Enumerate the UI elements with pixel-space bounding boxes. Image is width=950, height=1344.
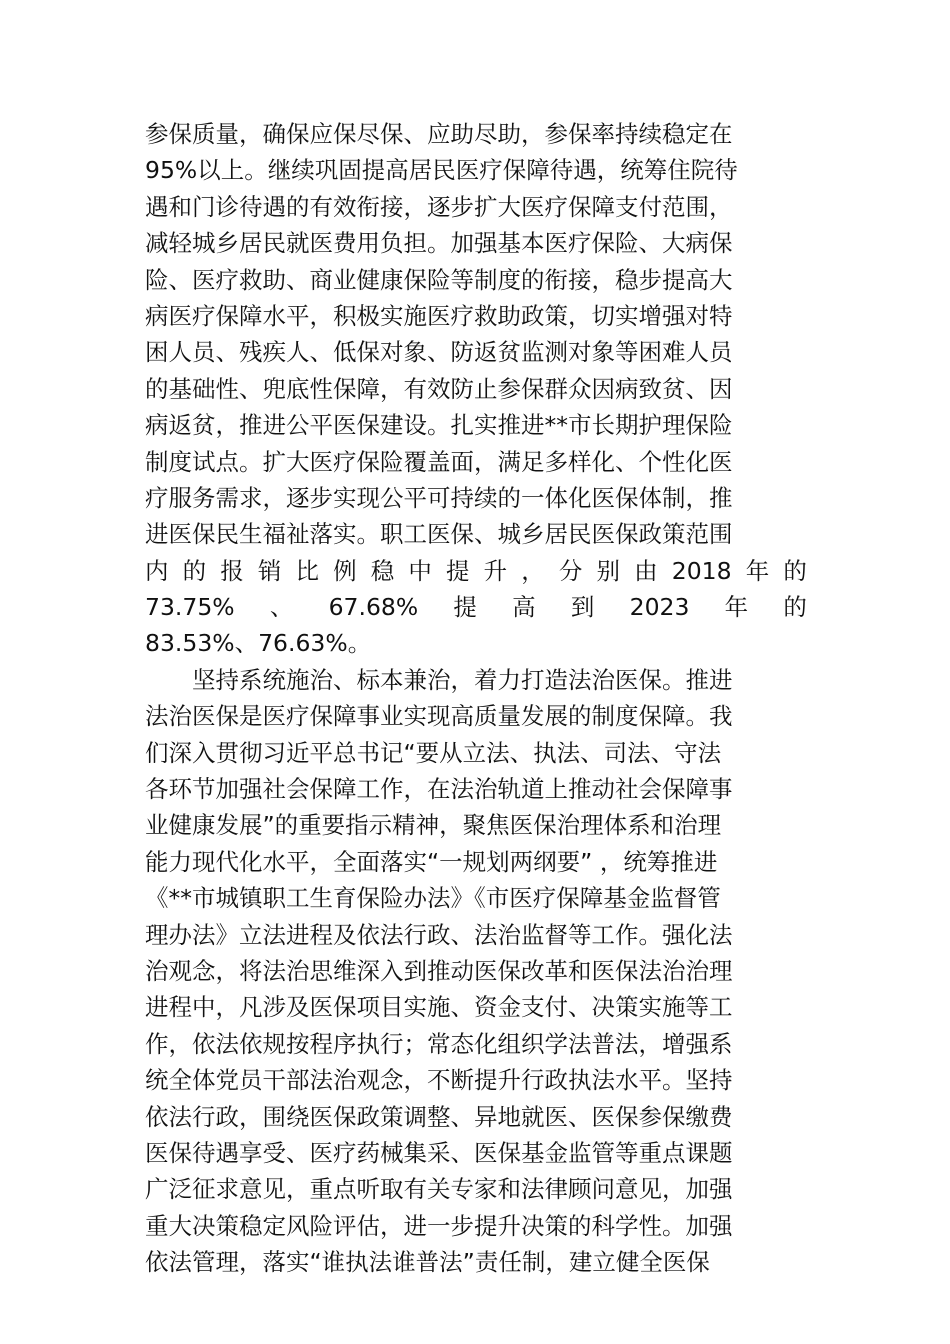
text-line: 减轻城乡居民就医费用负担。加强基本医疗保险、大病保	[145, 229, 733, 258]
word: 到	[570, 593, 595, 622]
text-line: 治观念，将法治思维深入到推动医保改革和医保法治治理	[145, 956, 733, 985]
word: 、	[269, 593, 294, 622]
text-line: 统全体党员干部法治观念，不断提升行政执法水平。坚持	[145, 1066, 733, 1095]
word: 稳	[370, 556, 395, 585]
word: 别	[596, 556, 620, 585]
word: 的	[182, 556, 207, 585]
text-line-first: 坚持系统施治、标本兼治，着力打造法治医保。推进	[192, 665, 733, 694]
text-line: 疗服务需求，逐步实现公平可持续的一体化医保体制，推	[145, 483, 733, 512]
word: 由	[634, 556, 658, 585]
word: 的	[783, 556, 807, 585]
text-line: 进医保民生福祉落实。职工医保、城乡居民医保政策范围	[145, 520, 733, 549]
word: 2018	[671, 556, 732, 585]
word: 73.75%	[145, 593, 235, 622]
word: 中	[408, 556, 432, 585]
text-line: 的基础性、兜底性保障，有效防止参保群众因病致贫、因	[145, 374, 733, 403]
text-line: 95%以上。继续巩固提高居民医疗保障待遇，统筹住院待	[145, 156, 738, 185]
word: 2023	[629, 593, 690, 622]
text-line-spread	[145, 553, 807, 589]
word: 内	[145, 556, 169, 585]
word: ，	[521, 556, 545, 585]
text-line-spread	[145, 589, 807, 625]
text-line: 依法管理，落实“谁执法谁普法”责任制，建立健全医保	[145, 1248, 710, 1277]
word: 销	[257, 556, 282, 585]
text-line: 病医疗保障水平，积极实施医疗救助政策，切实增强对特	[145, 301, 733, 330]
text-line: 遇和门诊待遇的有效衔接，逐步扩大医疗保障支付范围，	[145, 192, 733, 221]
text-line: 困人员、残疾人、低保对象、防返贫监测对象等困难人员	[145, 338, 733, 367]
word: 高	[512, 593, 536, 622]
text-line: 病返贫，推进公平医保建设。扎实推进**市长期护理保险	[145, 411, 733, 440]
word: 年	[724, 593, 749, 622]
text-line: 业健康发展”的重要指示精神，聚焦医保治理体系和治理	[145, 811, 722, 840]
text-line: 理办法》立法进程及依法行政、法治监督等工作。强化法	[145, 920, 733, 949]
text-line: 依法行政，围绕医保政策调整、异地就医、医保参保缴费	[145, 1102, 733, 1131]
word: 67.68%	[328, 593, 419, 622]
text-line: 们深入贯彻习近平总书记“要从立法、执法、司法、守法	[145, 738, 722, 767]
text-line: 83.53%、76.63%。	[145, 629, 372, 658]
text-line: 能力现代化水平，全面落实“一规划两纲要” ，统筹推进	[145, 847, 718, 876]
text-line: 险、医疗救助、商业健康保险等制度的衔接，稳步提高大	[145, 265, 733, 294]
word: 报	[220, 556, 244, 585]
word: 比	[295, 556, 319, 585]
document-body	[145, 116, 807, 1281]
text-line: 广泛征求意见，重点听取有关专家和法律顾问意见，加强	[145, 1175, 733, 1204]
text-line: 各环节加强社会保障工作，在法治轨道上推动社会保障事	[145, 775, 733, 804]
word: 年	[745, 556, 770, 585]
text-line: 进程中，凡涉及医保项目实施、资金支付、决策实施等工	[145, 993, 733, 1022]
text-line: 重大决策稳定风险评估，进一步提升决策的科学性。加强	[145, 1211, 733, 1240]
word: 提	[453, 593, 477, 622]
text-line: 作，依法依规按程序执行；常态化组织学法普法，增强系	[145, 1029, 733, 1058]
word: 提	[446, 556, 470, 585]
word: 分	[558, 556, 583, 585]
paragraph-1	[145, 116, 807, 662]
text-line: 参保质量，确保应保尽保、应助尽助，参保率持续稳定在	[145, 120, 733, 148]
text-line: 《**市城镇职工生育保险办法》《市医疗保障基金监督管	[145, 884, 721, 913]
word: 例	[333, 556, 357, 585]
text-line: 医保待遇享受、医疗药械集采、医保基金监管等重点课题	[145, 1138, 733, 1167]
word: 的	[783, 593, 807, 622]
text-line: 制度试点。扩大医疗保险覆盖面，满足多样化、个性化医	[145, 447, 733, 476]
text-line: 法治医保是医疗保障事业实现高质量发展的制度保障。我	[145, 702, 733, 731]
word: 升	[483, 556, 508, 585]
paragraph-2	[145, 662, 807, 1281]
